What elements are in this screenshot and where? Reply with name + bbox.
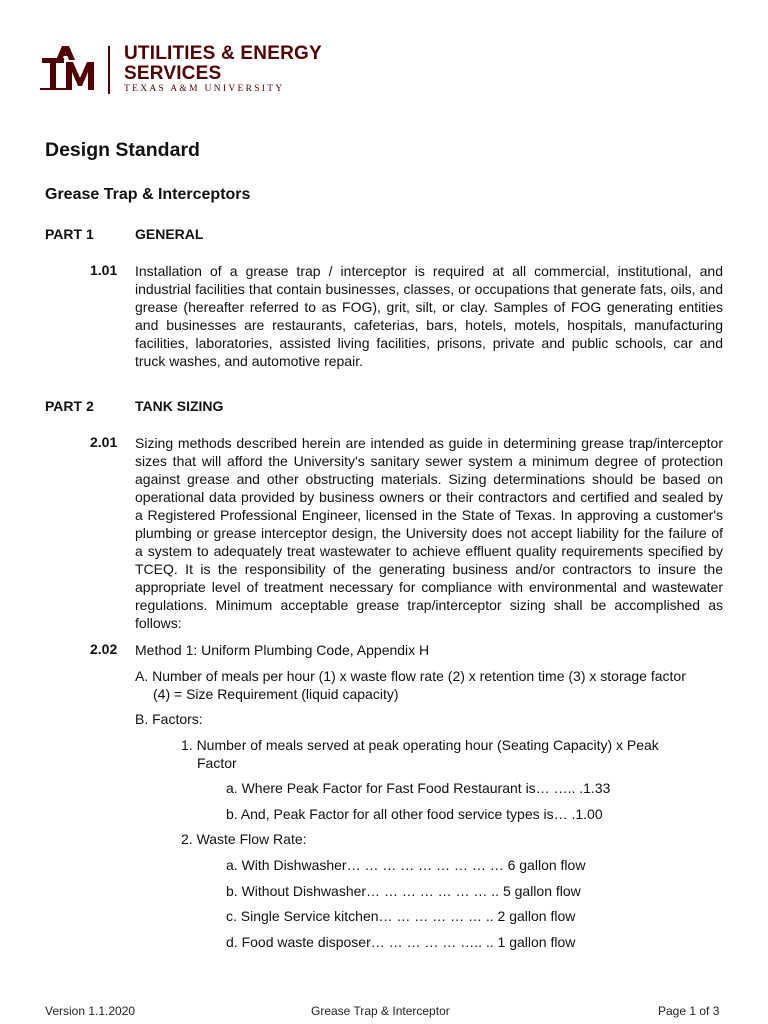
item-a-line-1: A. Number of meals per hour (1) x waste flow rate (2) x retention time (3) x storage factor [135,668,686,684]
factor-2a: a. With Dishwasher… … … … … … … … … 6 gallon flow [226,857,586,873]
factor-2b: b. Without Dishwasher… … … … … … … .. 5 gallon flow [226,883,581,899]
logo-divider [108,46,110,94]
method-1-heading: Method 1: Uniform Plumbing Code, Appendix H [135,642,430,658]
factor-1-line-2: Factor [197,755,237,771]
factor-1a: a. Where Peak Factor for Fast Food Restaurant is… ….. .1.33 [226,780,611,796]
page-subtitle: Grease Trap & Interceptors [45,186,251,203]
footer-title: Grease Trap & Interceptor [311,1004,450,1018]
part-1-number: PART 1 [45,226,94,242]
brand-title [124,44,322,84]
part-1-heading: GENERAL [135,226,204,242]
factor-1-line-1: 1. Number of meals served at peak operating hour (Seating Capacity) x Peak [181,737,659,753]
section-1-01-text: Installation of a grease trap / interceptor is required at all commercial, institutional, and industrial facilities that contain businesses, classes, or occupations that generate fats, oils, and grease (hereafter referred to as FOG), grit, silt, or clay. Samples of FOG generating entities and businesses are restaurants, cafeterias, bars, hotels, motels, hospitals, manufacturing facilities, laboratories, assisted living facilities, prisons, private and public schools, car and truck washes, and automotive repair. [135,263,723,369]
footer-page-number: Page 1 of 3 [658,1004,720,1018]
brand-line-2: SERVICES [124,63,222,84]
section-2-01-number: 2.01 [90,434,118,450]
brand-line-1: UTILITIES & ENERGY [124,43,322,64]
factor-2c: c. Single Service kitchen… … … … … … .. 2 gallon flow [226,908,576,924]
part-2-number: PART 2 [45,398,94,414]
tamu-logo-icon [40,44,98,94]
factor-2-label: 2. Waste Flow Rate: [181,831,307,847]
factor-2d: d. Food waste disposer… … … … … ….. .. 1 gallon flow [226,934,576,950]
factor-1b: b. And, Peak Factor for all other food service types is… .1.00 [226,806,603,822]
section-2-02-number: 2.02 [90,641,118,657]
footer-version: Version 1.1.2020 [45,1004,136,1018]
section-1-01-number: 1.01 [90,262,118,278]
item-b-label: B. Factors: [135,711,203,727]
part-2-heading: TANK SIZING [135,398,224,414]
item-a-line-2: (4) = Size Requirement (liquid capacity) [153,686,399,702]
page-title: Design Standard [45,139,200,161]
brand-university: TEXAS A&M UNIVERSITY [124,84,285,94]
section-2-01-text: Sizing methods described herein are intended as guide in determining grease trap/interceptor sizes that will afford the University's sanitary sewer system a minimum degree of protection against grease and other obstructing materials. Sizing determinations should be based on operational data provided by business owners or their contractors and certified and sealed by a Registered Professional Engineer, licensed in the State of Texas. In approving a customer's plumbing or grease interceptor design, the University does not accept liability for the failure of a system to adequately treat wastewater to achieve effluent quality requirements specified by TCEQ. It is the responsibility of the generating business and/or contractors to insure the appropriate level of treatment necessary for compliance with environmental and wastewater regulations. Minimum acceptable grease trap/interceptor sizing shall be accomplished as follows: [135,435,723,631]
